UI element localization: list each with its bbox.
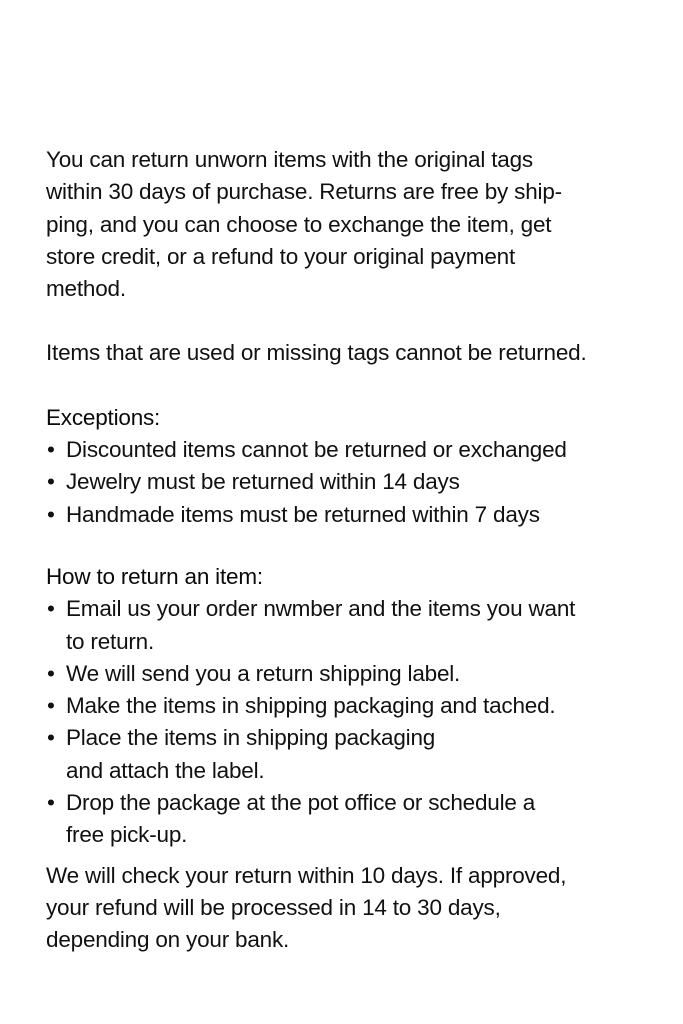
restriction-paragraph: Items that are used or missing tags cannot be returned.	[46, 340, 587, 366]
bullet-icon: •	[47, 596, 55, 622]
bullet-icon: •	[47, 660, 55, 686]
bullet-icon: •	[47, 469, 55, 495]
step-item	[46, 658, 666, 690]
step-text-line: and attach the label.	[66, 757, 265, 783]
how-to-heading: How to return an item:	[46, 563, 263, 589]
exceptions-heading: Exceptions:	[46, 404, 161, 430]
how-to-steps-list	[46, 593, 666, 851]
exception-text: Handmade items must be returned within 7 days	[66, 501, 540, 527]
bullet-icon: •	[47, 725, 55, 751]
bullet-icon: •	[47, 437, 55, 463]
exceptions-list	[46, 434, 666, 531]
spacer	[46, 852, 666, 860]
step-text-line: free pick-up.	[66, 822, 188, 848]
step-text-line: Drop the package at the pot office or schedule a	[66, 790, 536, 816]
closing-line: We will check your return within 10 days. If approved,	[46, 862, 567, 888]
exception-text: Jewelry must be returned within 14 days	[66, 469, 460, 495]
step-item	[46, 690, 666, 722]
spacer	[46, 305, 666, 337]
intro-line: You can return unworn items with the original tags	[46, 147, 533, 172]
step-text-line: Make the items in shipping packaging and tached.	[66, 693, 556, 719]
intro-paragraph	[46, 144, 666, 305]
step-item	[46, 722, 666, 787]
how-to-return-section	[46, 561, 666, 852]
return-policy-document	[46, 144, 666, 957]
step-text-line: Place the items in shipping packaging	[66, 725, 436, 751]
intro-line: within 30 days of purchase. Returns are free by ship-	[46, 179, 562, 205]
bullet-icon: •	[47, 501, 55, 527]
closing-line: your refund will be processed in 14 to 30 days,	[46, 894, 501, 920]
step-text-line: Email us your order nwmber and the items you want	[66, 596, 576, 622]
bullet-icon: •	[47, 693, 55, 719]
bullet-icon: •	[47, 790, 55, 816]
closing-line: depending on your bank.	[46, 927, 290, 953]
exception-item	[46, 499, 666, 531]
step-item	[46, 787, 666, 852]
exception-item	[46, 466, 666, 498]
exceptions-section	[46, 402, 666, 531]
step-text-line: We will send you a return shipping label.	[66, 660, 461, 686]
spacer	[46, 370, 666, 402]
step-text-line: to return.	[66, 628, 155, 654]
closing-paragraph	[46, 860, 666, 957]
intro-line: store credit, or a refund to your original payment	[46, 243, 515, 269]
exception-item	[46, 434, 666, 466]
spacer	[46, 531, 666, 561]
step-item	[46, 593, 666, 658]
exception-text: Discounted items cannot be returned or exchanged	[66, 437, 567, 463]
intro-line: method.	[46, 276, 126, 302]
intro-line: ping, and you can choose to exchange the item, get	[46, 211, 552, 237]
